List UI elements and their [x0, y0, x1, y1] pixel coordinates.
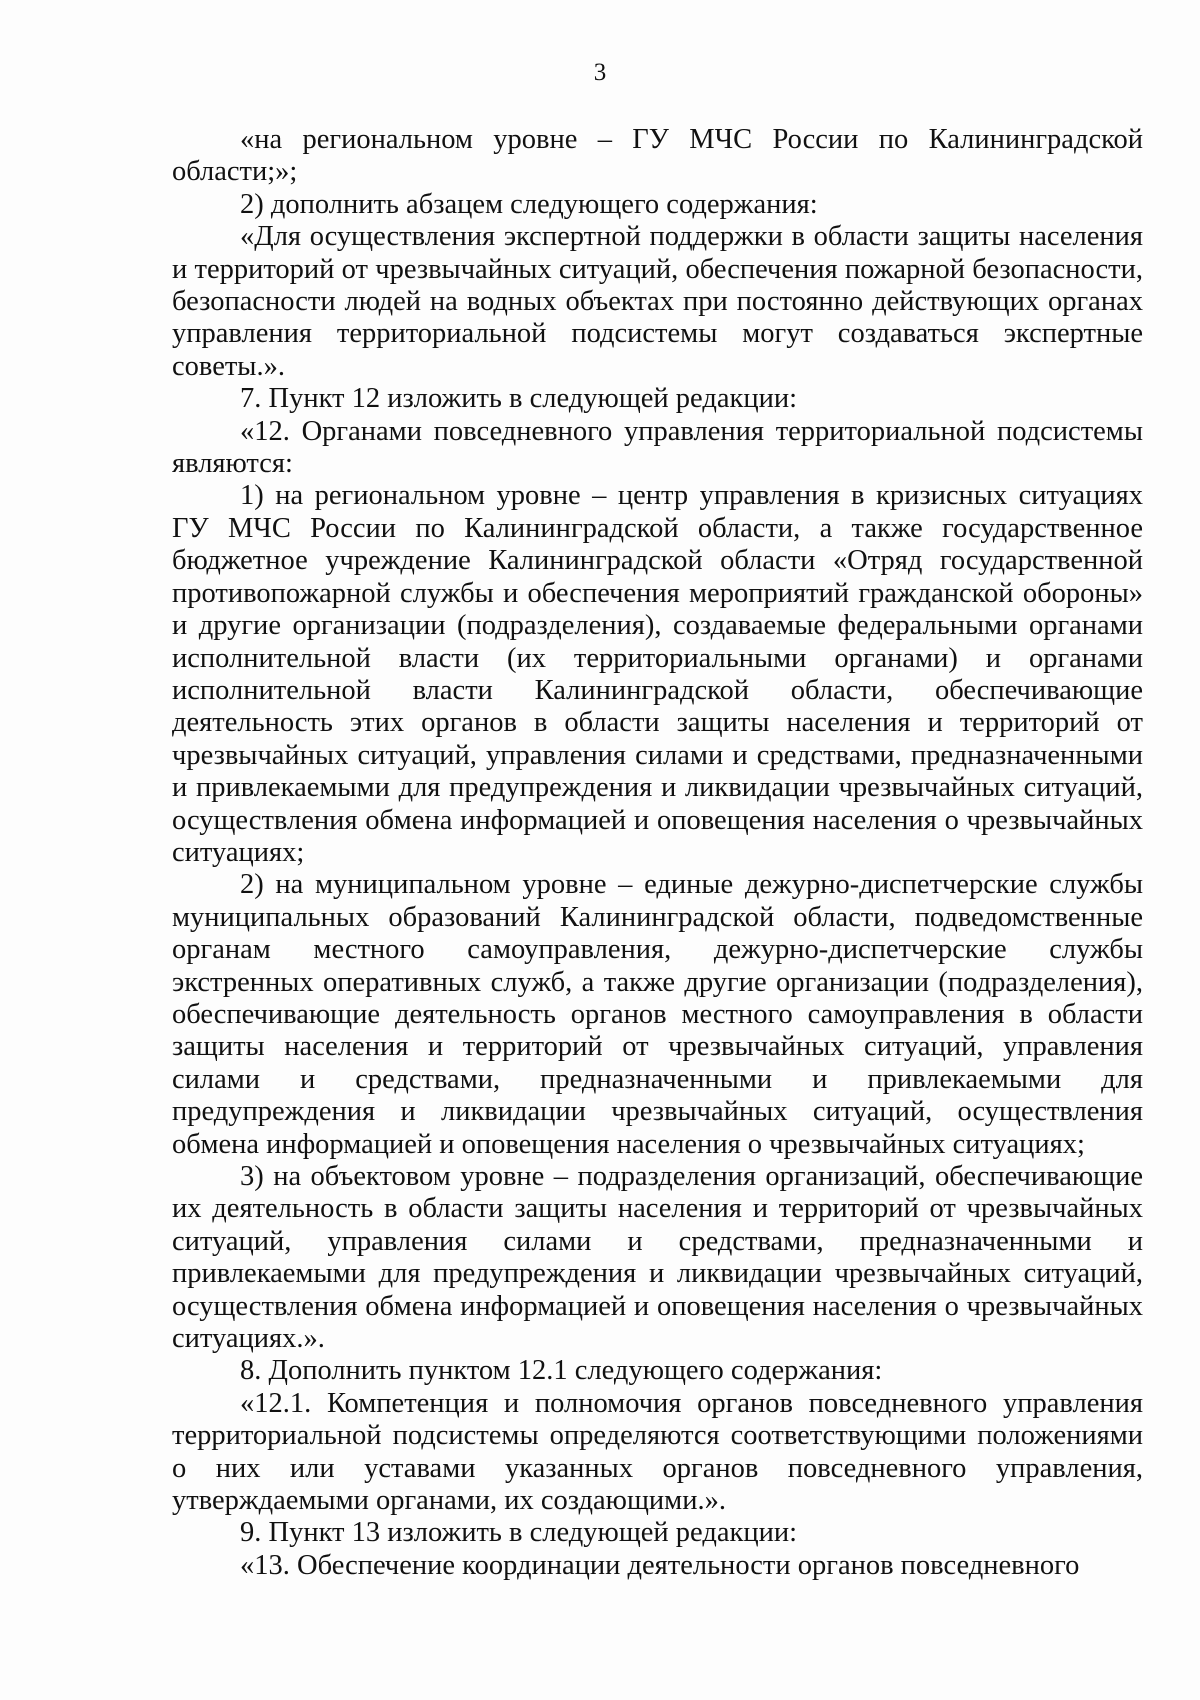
paragraph-amendment-2: 2) дополнить абзацем следующего содержания:: [240, 188, 818, 220]
paragraph-municipal-bodies: 2) на муниципальном уровне – единые дежурно-диспетчерские службы муниципальных образований Калининградской области, подведомственные органам местного самоуправления, дежурно-диспетчерские службы экстренных оперативных служб, а также другие организации (подразделения), обеспечивающие деятельность органов местного самоуправления в области защиты населения и территорий от чрезвычайных ситуаций, управления силами и средствами, предназначенными и привлекаемыми для предупреждения и ликвидации чрезвычайных ситуаций, осуществления обмена информацией и оповещения населения о чрезвычайных ситуациях;: [172, 869, 1143, 1160]
paragraph-expert-councils: «Для осуществления экспертной поддержки в области защиты населения и территорий от чрезвычайных ситуаций, обеспечения пожарной безопасности, безопасности людей на водных объектах при постоянно действующих органах управления территориальной подсистемы могут создаваться экспертные советы.».: [172, 221, 1143, 382]
paragraph-item-9: 9. Пункт 13 изложить в следующей редакции:: [240, 1517, 797, 1549]
paragraph-regional-level-quote: «на региональном уровне – ГУ МЧС России по Калининградской области;»;: [172, 124, 1143, 188]
paragraph-clause-12: «12. Органами повседневного управления территориальной подсистемы являются:: [172, 415, 1143, 480]
paragraph-regional-bodies: 1) на региональном уровне – центр управления в кризисных ситуациях ГУ МЧС России по Калининградской области, а также государственное бюджетное учреждение Калининградской области «Отряд государственной противопожарной службы и обеспечения мероприятий гражданской обороны» и другие организации (подразделения), создаваемые федеральными органами исполнительной власти (их территориальными органами) и органами исполнительной власти Калининградской области, обеспечивающие деятельность этих органов в области защиты населения и территорий от чрезвычайных ситуаций, управления силами и средствами, предназначенными и привлекаемыми для предупреждения и ликвидации чрезвычайных ситуаций, осуществления обмена информацией и оповещения населения о чрезвычайных ситуациях;: [172, 480, 1143, 868]
paragraph-item-8: 8. Дополнить пунктом 12.1 следующего содержания:: [240, 1355, 883, 1387]
page-number: 3: [593, 59, 607, 86]
document-body: [172, 124, 1143, 1582]
paragraph-clause-13: «13. Обеспечение координации деятельности органов повседневного: [240, 1549, 1080, 1581]
paragraph-clause-12-1: «12.1. Компетенция и полномочия органов повседневного управления территориальной подсистемы определяются соответствующими положениями о них или уставами указанных органов повседневного управления, утверждаемыми органами, их создающими.».: [172, 1387, 1143, 1517]
paragraph-object-level-bodies: 3) на объектовом уровне – подразделения организаций, обеспечивающие их деятельность в области защиты населения и территорий от чрезвычайных ситуаций, управления силами и средствами, предназначенными и привлекаемыми для предупреждения и ликвидации чрезвычайных ситуаций, осуществления обмена информацией и оповещения населения о чрезвычайных ситуациях.».: [172, 1161, 1143, 1355]
paragraph-item-7: 7. Пункт 12 изложить в следующей редакции:: [240, 383, 797, 415]
